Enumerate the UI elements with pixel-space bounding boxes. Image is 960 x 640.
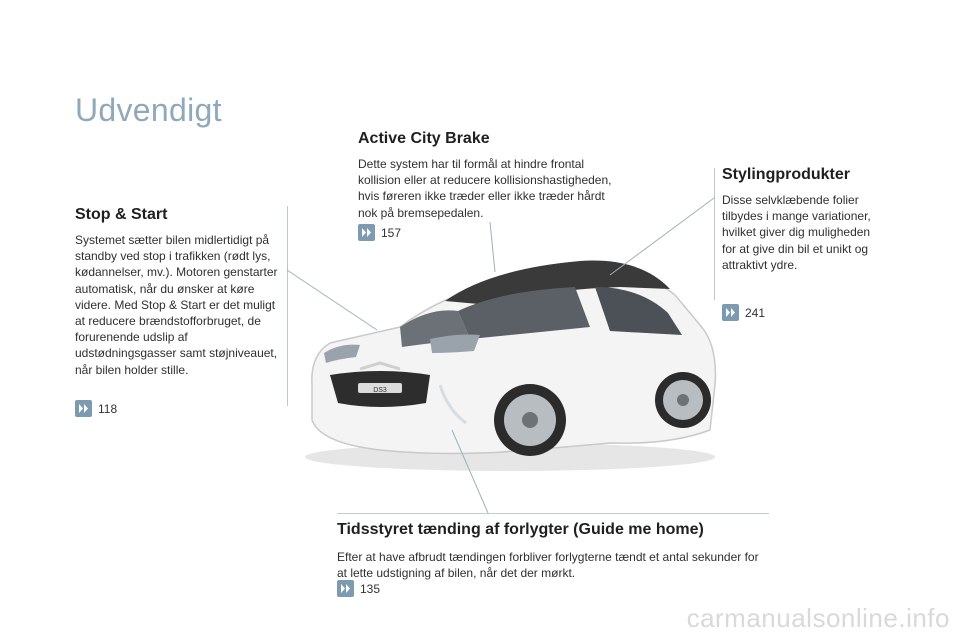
active-city-brake-heading: Active City Brake (358, 130, 490, 147)
page-ref-number: 135 (360, 581, 381, 596)
page-ref-number: 157 (381, 225, 402, 240)
guide-me-home-page-ref[interactable] (337, 580, 380, 597)
page-ref-icon (337, 580, 354, 597)
page-ref-number: 118 (98, 401, 118, 416)
watermark: carmanualsonline.info (686, 603, 950, 633)
stylingprodukter-text: Disse selvklæbende folier tilbydes i mange variationer, hvilket giver dig muligheden for at give din bil et unikt og attraktivt ydre. (722, 193, 871, 272)
section-guide-me-home (337, 521, 767, 581)
active-city-brake-text: Dette system har til formål at hindre frontal kollision eller at reducere kollisionshastigheden, hvis føreren ikke træder eller ikke træder hårdt nok på bremsepedalen. (358, 157, 612, 220)
car-badge: DS3 (373, 387, 387, 394)
stylingprodukter-heading: Stylingprodukter (722, 166, 851, 183)
stop-start-heading: Stop & Start (75, 206, 168, 223)
guide-me-home-text: Efter at have afbrudt tændingen forbliver forlygterne tændt et antal sekunder for at lette udstigning af bilen, når det der mørkt. (337, 550, 759, 581)
page-ref-number: 241 (745, 305, 766, 320)
page-title: Udvendigt (75, 92, 222, 128)
stop-start-text: Systemet sætter bilen midlertidigt på standby ved stop i trafikken (rødt lys, kødannelser, mv.). Motoren genstarter automatisk, når du ønsker at køre videre. Med Stop & Start er det muligt at reducere brændstofforbruget, de forurenende udslip af udstødningsgasser samt støjniveauet, når bilen holder stille. (75, 233, 278, 377)
guide-me-home-heading: Tidsstyret tænding af forlygter (Guide me home) (337, 521, 704, 538)
divider-bottom (337, 513, 769, 514)
